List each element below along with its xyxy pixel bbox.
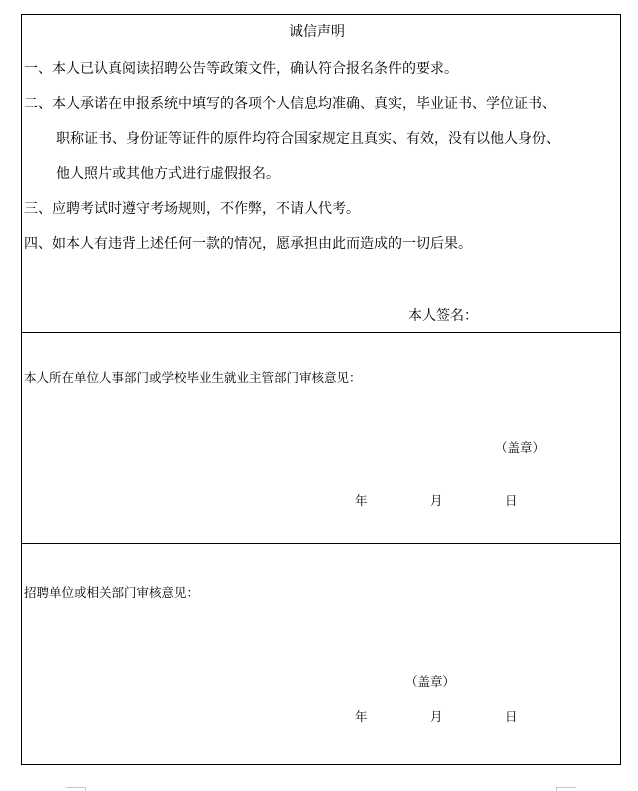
recruiter-month-label: 月 — [430, 709, 443, 724]
recruiter-review-label: 招聘单位或相关部门审核意见： — [24, 585, 200, 600]
page-corner-mark-right — [556, 787, 576, 788]
declaration-title: 诚信声明 — [289, 24, 345, 40]
row-divider-2 — [21, 543, 621, 544]
unit-review-label: 本人所在单位人事部门或学校毕业生就业主管部门审核意见： — [24, 370, 362, 385]
unit-year-label: 年 — [355, 493, 368, 508]
declaration-item-4: 四、如本人有违背上述任何一款的情况，愿承担由此而造成的一切后果。 — [24, 236, 472, 252]
declaration-item-2-cont-2: 他人照片或其他方式进行虚假报名。 — [56, 166, 280, 182]
unit-month-label: 月 — [430, 493, 443, 508]
recruiter-year-label: 年 — [355, 709, 368, 724]
unit-seal-label: （盖章） — [495, 440, 546, 455]
declaration-item-2: 二、本人承诺在申报系统中填写的各项个人信息均准确、真实，毕业证书、学位证书、 — [24, 96, 556, 112]
declaration-item-1: 一、本人已认真阅读招聘公告等政策文件，确认符合报名条件的要求。 — [24, 61, 458, 77]
signature-label: 本人签名： — [408, 308, 478, 324]
recruiter-seal-label: （盖章） — [405, 674, 456, 689]
declaration-table — [21, 14, 621, 765]
row-divider-1 — [21, 332, 621, 333]
recruiter-day-label: 日 — [505, 709, 518, 724]
declaration-item-3: 三、应聘考试时遵守考场规则，不作弊，不请人代考。 — [24, 201, 360, 217]
page-corner-mark-left — [66, 787, 86, 788]
unit-day-label: 日 — [505, 493, 518, 508]
declaration-item-2-cont-1: 职称证书、身份证等证件的原件均符合国家规定且真实、有效，没有以他人身份、 — [56, 131, 560, 147]
